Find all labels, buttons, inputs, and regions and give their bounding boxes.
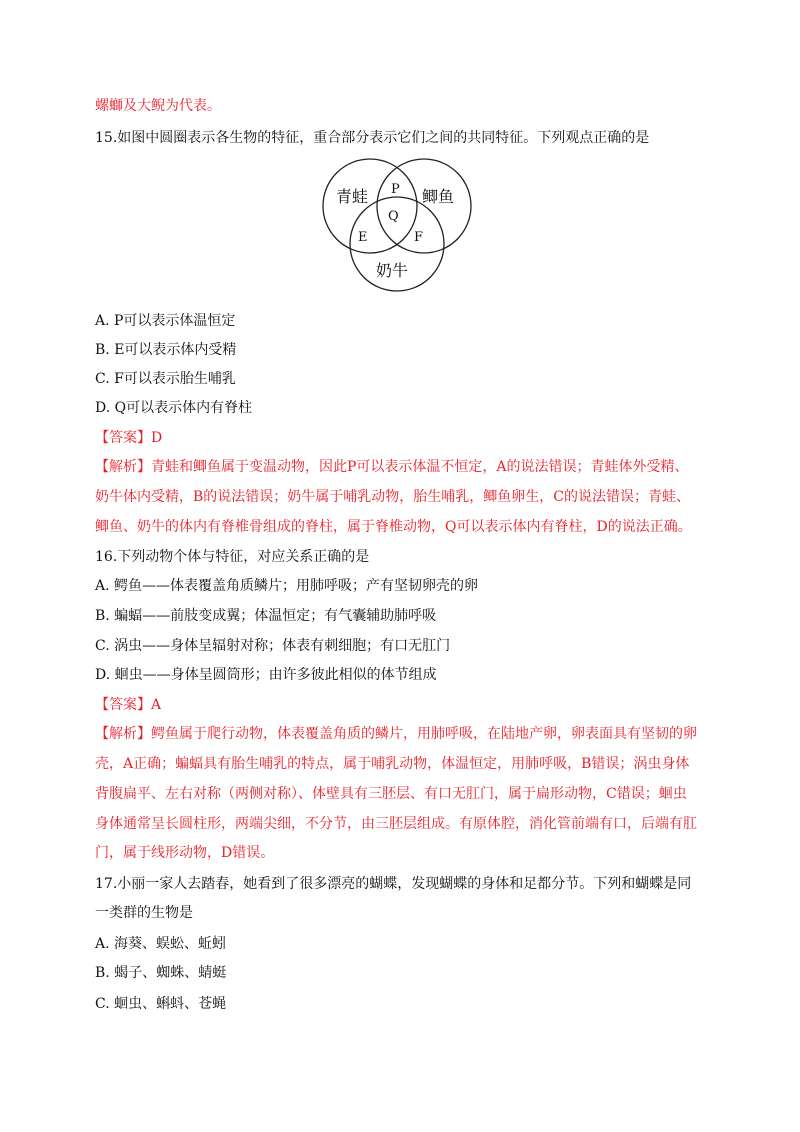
label-q: Q <box>388 209 399 224</box>
option-16a: A. 鳄鱼——体表覆盖角质鳞片；用肺呼吸；产有坚韧卵壳的卵 <box>95 578 479 594</box>
explanation-16-line: 背腹扁平、左右对称（两侧对称）、体壁具有三胚层、有口无肛门，属于扁形动物，C错误；蛔虫 <box>95 786 687 802</box>
option-16b: B. 蝙蝠——前肢变成翼；体温恒定；有气囊辅助肺呼吸 <box>95 608 437 624</box>
label-fish: 鲫鱼 <box>422 187 455 206</box>
answer-15: 【答案】D <box>95 430 163 446</box>
option-16c: C. 涡虫——身体呈辐射对称；体表有刺细胞；有口无肛门 <box>95 638 451 654</box>
option-15b: B. E可以表示体内受精 <box>95 342 237 358</box>
option-15c: C. F可以表示胎生哺乳 <box>95 371 236 387</box>
explanation-15-line: 奶牛体内受精，B的说法错误；奶牛属于哺乳动物，胎生哺乳，鲫鱼卵生，C的说法错误；青蛙、 <box>95 489 690 505</box>
answer-16: 【答案】A <box>95 697 162 713</box>
explanation-15-line: 鲫鱼、奶牛的体内有脊椎骨组成的脊柱，属于脊椎动物，Q可以表示体内有脊柱，D的说法正确。 <box>95 519 692 535</box>
label-frog: 青蛙 <box>336 187 369 206</box>
text-line: 螺螄及大鲵为代表。 <box>95 98 221 114</box>
option-17b: B. 蝎子、蜘蛛、蜻蜓 <box>95 965 227 981</box>
option-17c: C. 蛔虫、蝌蚪、苍蝇 <box>95 996 227 1012</box>
option-16d: D. 蛔虫——身体呈圆筒形；由许多彼此相似的体节组成 <box>95 667 437 683</box>
question-17-line: 一类群的生物是 <box>95 905 193 921</box>
option-15a: A. P可以表示体温恒定 <box>95 313 236 329</box>
question-16: 16.下列动物个体与特征，对应关系正确的是 <box>95 549 370 565</box>
label-e: E <box>358 230 368 245</box>
question-17-line: 17.小丽一家人去踏春，她看到了很多漂亮的蝴蝶，发现蝴蝶的身体和足都分节。下列和蝴蝶是同 <box>95 876 692 892</box>
explanation-15-line: 【解析】青蛙和鲫鱼属于变温动物，因此P可以表示体温不恒定，A的说法错误；青蛙体外受精、 <box>95 459 689 475</box>
explanation-16-line: 【解析】鳄鱼属于爬行动物，体表覆盖角质的鳞片，用肺呼吸，在陆地产卵，卵表面具有坚韧的卵 <box>95 726 697 742</box>
explanation-16-line: 门，属于线形动物，D错误。 <box>95 845 275 861</box>
label-f: F <box>414 230 424 245</box>
venn-diagram <box>318 158 472 292</box>
option-17a: A. 海葵、蜈蚣、蚯蚓 <box>95 936 227 952</box>
option-15d: D. Q可以表示体内有脊柱 <box>95 400 253 416</box>
explanation-16-line: 壳，A正确；蝙蝠具有胎生哺乳的特点，属于哺乳动物，体温恒定，用肺呼吸，B错误；涡虫身体 <box>95 756 690 772</box>
explanation-16-line: 身体通常呈长圆柱形，两端尖细，不分节，由三胚层组成。有原体腔，消化管前端有口，后端有肛 <box>95 816 697 832</box>
label-p: P <box>391 182 400 197</box>
label-cow: 奶牛 <box>376 261 409 280</box>
question-15: 15.如图中圆圈表示各生物的特征，重合部分表示它们之间的共同特征。下列观点正确的是 <box>95 130 650 146</box>
